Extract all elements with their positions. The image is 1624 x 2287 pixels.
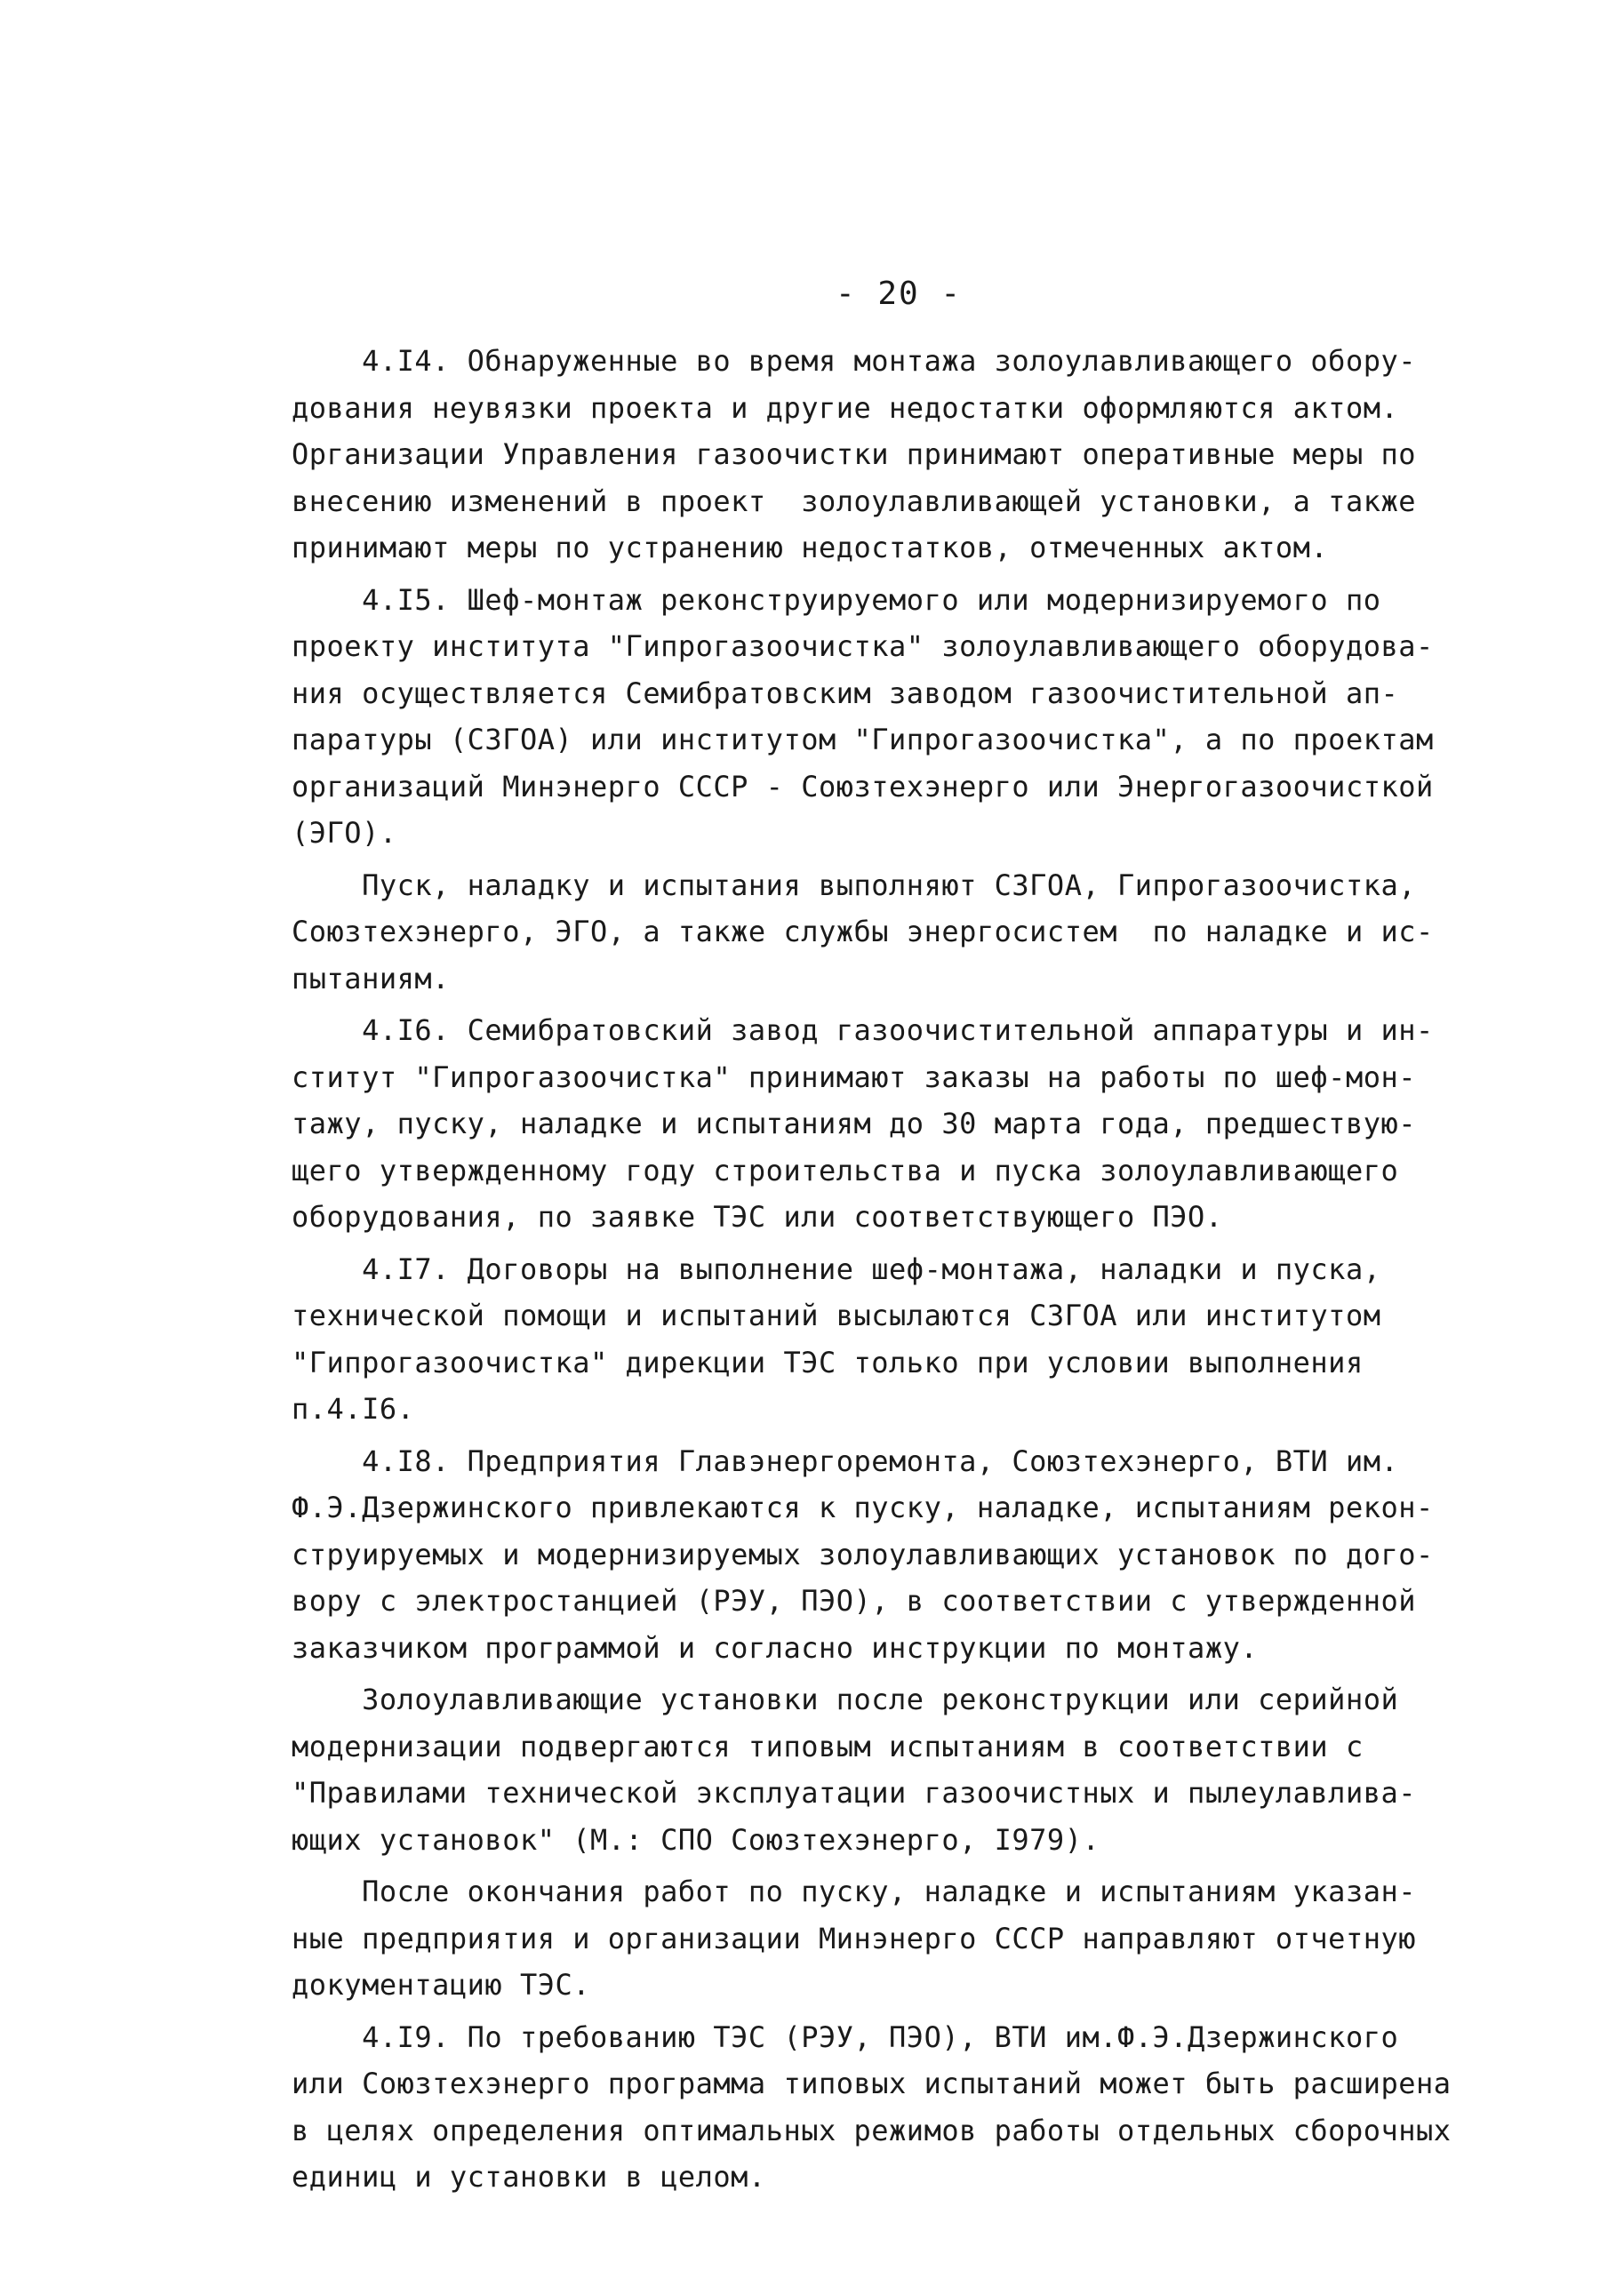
text-line: 4.I9. По требованию ТЭС (РЭУ, ПЭО), ВТИ им.Ф.Э.Дзержинского bbox=[292, 2019, 1399, 2054]
text-line: ститут "Гипрогазоочистка" принимают заказы на работы по шеф-мон- bbox=[292, 1060, 1416, 1094]
text-line: Золоулавливающие установки после реконструкции или серийной bbox=[292, 1683, 1399, 1716]
text-line: документацию ТЭС. bbox=[292, 1968, 591, 2002]
text-line: единиц и установки в целом. bbox=[292, 2160, 766, 2194]
paragraph-p-4-14 bbox=[292, 338, 1536, 572]
text-line: модернизации подвергаются типовым испытаниям в соответствии с bbox=[292, 1729, 1364, 1763]
text-line: п.4.I6. bbox=[292, 1392, 415, 1426]
text-line: проекту института "Гипрогазоочистка" золоулавливающего оборудова- bbox=[292, 629, 1434, 663]
paragraph-p-4-19 bbox=[292, 2014, 1536, 2201]
text-line: ные предприятия и организации Минэнерго СССР направляют отчетную bbox=[292, 1921, 1416, 1955]
text-line: (ЭГО). bbox=[292, 816, 397, 850]
paragraph-p-4-18 bbox=[292, 1438, 1536, 1672]
text-line: "Правилами технической эксплуатации газоочистных и пылеулавлива- bbox=[292, 1776, 1416, 1810]
text-line: После окончания работ по пуску, наладке и испытаниям указан- bbox=[292, 1875, 1416, 1908]
text-line: Организации Управления газоочистки принимают оперативные меры по bbox=[292, 437, 1416, 471]
text-line: вору с электростанцией (РЭУ, ПЭО), в соответствии с утвержденной bbox=[292, 1584, 1416, 1618]
page-number: - 20 - bbox=[836, 276, 963, 312]
text-line: пытаниям. bbox=[292, 961, 450, 996]
text-line: 4.I6. Семибратовский завод газоочистительной аппаратуры и ин- bbox=[292, 1013, 1434, 1047]
text-line: 4.I7. Договоры на выполнение шеф-монтажа, наладки и пуска, bbox=[292, 1251, 1381, 1286]
paragraph-p-4-18-b bbox=[292, 1676, 1536, 1863]
text-line: в целях определения оптимальных режимов работы отдельных сборочных bbox=[292, 2113, 1452, 2147]
text-line: или Союзтехэнерго программа типовых испытаний может быть расширена bbox=[292, 2067, 1452, 2100]
text-line: "Гипрогазоочистка" дирекции ТЭС только при условии выполнения bbox=[292, 1345, 1364, 1379]
text-line: заказчиком программой и согласно инструкции по монтажу. bbox=[292, 1630, 1259, 1665]
paragraph-p-4-16 bbox=[292, 1007, 1536, 1241]
text-line: паратуры (СЗГОА) или институтом "Гипрогазоочистка", а по проектам bbox=[292, 723, 1434, 756]
paragraph-p-4-18-c bbox=[292, 1868, 1536, 2009]
text-line: Пуск, наладку и испытания выполняют СЗГОА, Гипрогазоочистка, bbox=[292, 868, 1416, 902]
text-line: организаций Минэнерго СССР - Союзтехэнерго или Энергогазоочисткой bbox=[292, 769, 1434, 804]
text-line: щего утвержденному году строительства и пуска золоулавливающего bbox=[292, 1153, 1399, 1187]
text-line: оборудования, по заявке ТЭС или соответствующего ПЭО. bbox=[292, 1200, 1223, 1234]
text-line: струируемых и модернизируемых золоулавливающих установок по дого- bbox=[292, 1537, 1434, 1571]
text-line: технической помощи и испытаний высылаются СЗГОА или институтом bbox=[292, 1299, 1381, 1332]
text-line: тажу, пуску, наладке и испытаниям до 30 марта года, предшествую- bbox=[292, 1107, 1416, 1140]
paragraph-p-4-15 bbox=[292, 577, 1536, 857]
text-line: 4.I5. Шеф-монтаж реконструируемого или модернизируемого по bbox=[292, 582, 1381, 617]
text-line: 4.I4. Обнаруженные во время монтажа золоулавливающего обору- bbox=[292, 344, 1416, 378]
text-line: внесению изменений в проект золоулавливающей установки, а также bbox=[292, 484, 1416, 518]
paragraph-p-4-15-b bbox=[292, 862, 1536, 1003]
text-line: дования неувязки проекта и другие недостатки оформляются актом. bbox=[292, 390, 1399, 425]
body-text bbox=[292, 338, 1536, 2201]
paragraph-p-4-17 bbox=[292, 1246, 1536, 1433]
text-line: Ф.Э.Дзержинского привлекаются к пуску, наладке, испытаниям рекон- bbox=[292, 1491, 1434, 1524]
text-line: Союзтехэнерго, ЭГО, а также службы энергосистем по наладке и ис- bbox=[292, 915, 1434, 948]
text-line: ющих установок" (М.: СПО Союзтехэнерго, I979). bbox=[292, 1822, 1100, 1857]
text-line: ния осуществляется Семибратовским заводом газоочистительной ап- bbox=[292, 676, 1399, 710]
text-line: принимают меры по устранению недостатков, отмеченных актом. bbox=[292, 531, 1329, 564]
text-line: 4.I8. Предприятия Главэнергоремонта, Союзтехэнерго, ВТИ им. bbox=[292, 1443, 1399, 1478]
